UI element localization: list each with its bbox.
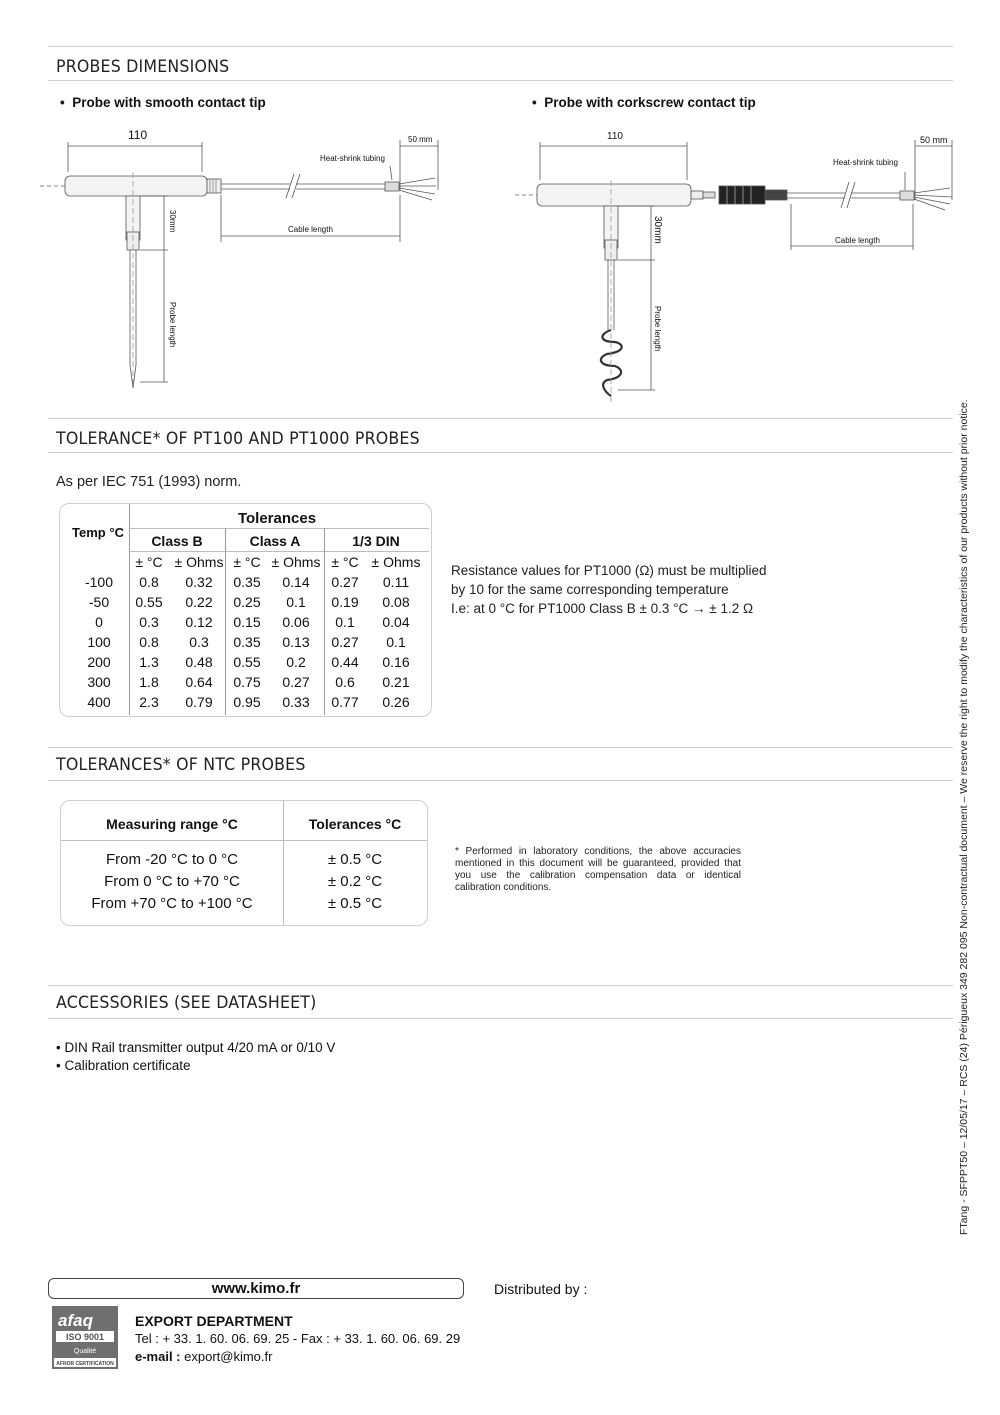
- tolerance-cell: 1.8: [139, 674, 159, 690]
- table-divider: [129, 551, 429, 552]
- unit-header: ± Ohms: [371, 554, 421, 570]
- tolerance-cell: 0.32: [185, 574, 213, 590]
- ntc-tolerance-cell: ± 0.5 °C: [327, 895, 383, 912]
- resistance-note-line: Resistance values for PT1000 (Ω) must be multiplied: [451, 563, 767, 578]
- tolerance-cell: 0.04: [382, 614, 410, 630]
- unit-header: ± °C: [233, 554, 261, 570]
- laboratory-footnote: * Performed in laboratory conditions, the above accuracies mentioned in this document will be guaranteed, provided that you use the calibration compensation data or identical calibration conditions.: [455, 846, 741, 893]
- logo-quality: Qualité: [73, 1348, 97, 1355]
- tolerance-cell: 0.8: [139, 634, 159, 650]
- temp-cell: 0: [95, 614, 103, 630]
- tolerance-cell: 0.26: [382, 694, 410, 710]
- tolerance-cell: 0.95: [233, 694, 261, 710]
- logo-brand: afaq: [58, 1311, 93, 1330]
- ntc-range-column: [61, 849, 283, 915]
- corkscrew-cable-length: Cable length: [835, 236, 880, 245]
- smooth-probe-diagram: [40, 120, 460, 400]
- tolerance-cell: 0.6: [335, 674, 355, 690]
- smooth-heat-shrink: Heat-shrink tubing: [320, 154, 385, 163]
- tolerance-cell: 0.21: [382, 674, 410, 690]
- tolerance-cell: 0.1: [335, 614, 355, 630]
- tolerance-cell: 0.2: [286, 654, 306, 670]
- afaq-logo: [52, 1306, 118, 1369]
- temp-cell: 300: [87, 674, 111, 690]
- accessory-item: • Calibration certificate: [56, 1058, 191, 1073]
- resistance-note: [451, 561, 766, 618]
- smooth-dim-50: 50 mm: [408, 135, 433, 144]
- divider: [48, 780, 953, 781]
- tolerance-cell: 0.44: [331, 654, 359, 670]
- unit-header: ± Ohms: [271, 554, 321, 570]
- divider: [48, 985, 953, 986]
- section-title-probes-dimensions: PROBES DIMENSIONS: [56, 57, 230, 77]
- logo-iso: ISO 9001: [65, 1332, 105, 1342]
- section-title-accessories: ACCESSORIES (SEE DATASHEET): [56, 993, 317, 1013]
- tolerance-cell: 0.3: [189, 634, 209, 650]
- divider: [48, 418, 953, 419]
- tolerance-cell: 0.1: [286, 594, 306, 610]
- email-label: e-mail :: [135, 1349, 185, 1364]
- tolerance-cell: 0.13: [282, 634, 310, 650]
- smooth-probe-length: Probe length: [168, 302, 177, 348]
- tolerance-cell: 0.15: [233, 614, 261, 630]
- export-department: EXPORT DEPARTMENT: [135, 1313, 293, 1329]
- ntc-range-cell: From 0 °C to +70 °C: [104, 873, 240, 890]
- tolerance-cell: 0.22: [185, 594, 213, 610]
- tolerance-cell: 0.8: [139, 574, 159, 590]
- tolerance-cell: 0.27: [331, 634, 359, 650]
- resistance-note-line: I.e: at 0 °C for PT1000 Class B ± 0.3 °C → ± 1.2 Ω: [451, 601, 754, 616]
- tolerance-cell: 0.3: [139, 614, 159, 630]
- website-link[interactable]: www.kimo.fr: [48, 1278, 464, 1299]
- tolerance-cell: 0.16: [382, 654, 410, 670]
- temp-cell: -100: [84, 574, 114, 590]
- corkscrew-probe-length: Probe length: [653, 306, 662, 352]
- tolerance-cell: 0.14: [282, 574, 310, 590]
- tolerance-cell: 0.1: [386, 634, 406, 650]
- class-header: Class A: [249, 533, 301, 549]
- tolerance-cell: 0.19: [331, 594, 359, 610]
- ntc-tolerance-cell: ± 0.5 °C: [327, 851, 383, 868]
- smooth-cable-length: Cable length: [288, 225, 333, 234]
- corkscrew-heat-shrink: Heat-shrink tubing: [833, 158, 898, 167]
- tolerance-cell: 0.79: [185, 694, 213, 710]
- divider: [48, 46, 953, 47]
- corkscrew-probe-diagram: [515, 120, 960, 410]
- accessory-item: • DIN Rail transmitter output 4/20 mA or 0/10 V: [56, 1040, 336, 1055]
- tolerance-cell: 0.06: [282, 614, 310, 630]
- legal-side-note: FTang - SFPPT50 – 12/05/17 – RCS (24) Périgueux 349 282 095 Non-contractual document – We reserve the right to modify the characteristics of our products without prior notice.: [958, 399, 970, 1235]
- temp-cell: 400: [87, 694, 111, 710]
- temp-cell: 200: [87, 654, 111, 670]
- tolerance-cell: 0.75: [233, 674, 261, 690]
- corkscrew-probe-heading: • Probe with corkscrew contact tip: [532, 95, 756, 110]
- smooth-dim-30: 30mm: [168, 210, 177, 233]
- smooth-probe-heading-text: Probe with smooth contact tip: [72, 95, 266, 110]
- temp-cell: 100: [87, 634, 111, 650]
- tolerance-cell: 0.55: [135, 594, 163, 610]
- divider: [48, 80, 953, 81]
- tolerance-cell: 0.55: [233, 654, 261, 670]
- ntc-tolerance-table: [60, 800, 428, 926]
- tolerance-cell: 0.12: [185, 614, 213, 630]
- ntc-range-cell: From +70 °C to +100 °C: [91, 895, 253, 912]
- divider: [48, 452, 953, 453]
- tolerance-cell: 0.08: [382, 594, 410, 610]
- ntc-tolerance-cell: ± 0.2 °C: [327, 873, 383, 890]
- tolerance-cell: 0.64: [185, 674, 213, 690]
- temp-cell: -50: [88, 594, 110, 610]
- iec-norm-text: As per IEC 751 (1993) norm.: [56, 474, 242, 490]
- resistance-note-line: by 10 for the same corresponding temperature: [451, 582, 729, 597]
- corkscrew-dim-30: 30mm: [652, 216, 663, 244]
- ntc-header-tolerance: Tolerances °C: [308, 816, 402, 832]
- header-divider: [61, 840, 427, 841]
- tolerance-cell: 1.3: [139, 654, 159, 670]
- divider: [48, 747, 953, 748]
- section-title-pt-tolerance: TOLERANCE* OF PT100 AND PT1000 PROBES: [56, 429, 420, 449]
- tolerance-cell: 0.35: [233, 634, 261, 650]
- tolerance-cell: 0.27: [282, 674, 310, 690]
- section-title-ntc-tolerances: TOLERANCES* OF NTC PROBES: [56, 755, 306, 775]
- unit-header: ± Ohms: [174, 554, 224, 570]
- tolerance-cell: 0.27: [331, 574, 359, 590]
- corkscrew-dim-110: 110: [607, 131, 623, 142]
- ntc-range-cell: From -20 °C to 0 °C: [105, 851, 239, 868]
- temp-header: Temp °C: [72, 525, 124, 540]
- corkscrew-probe-heading-text: Probe with corkscrew contact tip: [544, 95, 756, 110]
- unit-header: ± °C: [331, 554, 359, 570]
- ntc-header-range: Measuring range °C: [106, 816, 238, 832]
- class-header: 1/3 DIN: [352, 533, 400, 549]
- logo-cert: AFNOR CERTIFICATION: [56, 1361, 114, 1367]
- unit-header: ± °C: [135, 554, 163, 570]
- distributed-by: Distributed by :: [494, 1281, 588, 1297]
- email-value[interactable]: export@kimo.fr: [184, 1349, 273, 1364]
- smooth-probe-heading: • Probe with smooth contact tip: [60, 95, 266, 110]
- divider: [48, 1018, 953, 1019]
- tolerance-cell: 0.77: [331, 694, 359, 710]
- tolerance-cell: 0.11: [382, 574, 410, 590]
- tolerance-cell: 2.3: [139, 694, 159, 710]
- smooth-dim-110: 110: [128, 128, 148, 142]
- ntc-tolerance-column: [283, 849, 427, 915]
- email-line: [135, 1349, 272, 1364]
- tolerance-cell: 0.33: [282, 694, 310, 710]
- tolerances-header: Tolerances: [237, 510, 317, 527]
- tolerance-cell: 0.35: [233, 574, 261, 590]
- corkscrew-dim-50: 50 mm: [920, 135, 948, 145]
- tolerance-cell: 0.25: [233, 594, 261, 610]
- phone-fax: Tel : + 33. 1. 60. 06. 69. 25 - Fax : + 33. 1. 60. 06. 69. 29: [135, 1331, 461, 1346]
- tolerance-cell: 0.48: [185, 654, 213, 670]
- table-divider: [129, 528, 429, 529]
- class-header: Class B: [151, 533, 203, 549]
